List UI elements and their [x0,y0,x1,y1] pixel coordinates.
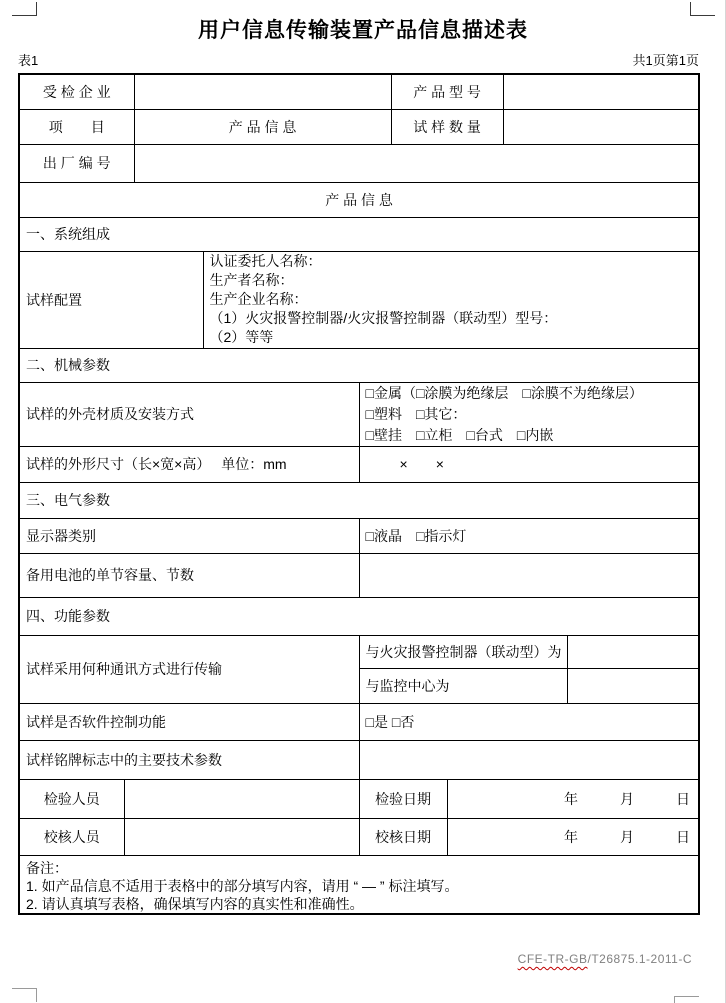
product-info-banner: 产 品 信 息 [19,182,699,217]
section-functional-header: 四、功能参数 [19,597,699,635]
comm-controller-input-cell[interactable] [567,635,699,668]
sample-qty-label: 试 样 数 量 [391,109,503,144]
project-label: 项 目 [19,109,134,144]
inspector-label: 检验人员 [19,779,124,818]
factory-no-input-cell[interactable] [134,144,699,182]
software-control-options-cell[interactable]: □是 □否 [359,703,699,740]
display-type-options-cell[interactable]: □液晶 □指示灯 [359,518,699,553]
software-control-label: 试样是否软件控制功能 [19,703,359,740]
comm-center-label: 与监控中心为 [359,668,567,703]
reviewer-label: 校核人员 [19,818,124,855]
page-count-label: 共1页第1页 [632,53,699,68]
reviewer-signature-cell[interactable] [124,818,359,855]
inspector-signature-cell[interactable] [124,779,359,818]
product-model-label: 产 品 型 号 [391,74,503,109]
section-system-header: 一、系统组成 [19,217,699,251]
shell-option-line-mounting[interactable]: □壁挂 □立柜 □台式 □内嵌 [365,426,554,443]
comm-controller-label: 与火灾报警控制器（联动型）为 [359,635,567,668]
sample-config-label: 试样配置 [19,251,203,348]
inspected-company-input-cell[interactable] [134,74,391,109]
document-code-spellcheck-part: CFE-TR-GB [517,952,588,966]
dimensions-input-cell[interactable]: × × [359,446,699,482]
shell-option-line-metal[interactable]: □金属（□涂膜为绝缘层 □涂膜不为绝缘层） [365,384,643,401]
review-date-label: 校核日期 [359,818,447,855]
factory-no-label: 出 厂 编 号 [19,144,134,182]
table-number-label: 表1 [18,53,39,68]
product-model-input-cell[interactable] [503,74,699,109]
inspect-date-label: 检验日期 [359,779,447,818]
remarks-title: 备注： [26,859,68,876]
config-line-etc: （2）等等 [209,329,274,345]
document-title: 用户信息传输装置产品信息描述表 [198,19,528,42]
nameplate-input-cell[interactable] [359,740,699,779]
shell-material-label: 试样的外壳材质及安装方式 [19,382,359,446]
dimensions-label: 试样的外形尺寸（长×宽×高） 单位：mm [19,446,359,482]
display-type-label: 显示器类别 [19,518,359,553]
remarks-item-1: 1. 如产品信息不适用于表格中的部分填写内容，请用 “ — ” 标注填写。 [26,877,459,894]
sample-qty-input-cell[interactable] [503,109,699,144]
config-line-manufacturer: 生产企业名称： [209,291,308,307]
page-boundary-mark-bottom-right [674,996,699,1003]
review-date-input-cell[interactable]: 年 月 日 [447,818,699,855]
battery-label: 备用电池的单节容量、节数 [19,553,359,597]
comm-center-input-cell[interactable] [567,668,699,703]
shell-material-options-cell[interactable] [359,382,699,446]
project-value: 产 品 信 息 [134,109,391,144]
product-info-table [18,73,700,915]
remarks-item-2: 2. 请认真填写表格，确保填写内容的真实性和准确性。 [26,895,364,912]
section-mechanical-header: 二、机械参数 [19,348,699,382]
shell-option-line-plastic[interactable]: □塑料 □其它： [365,405,467,422]
inspected-company-label: 受 检 企 业 [19,74,134,109]
remarks-cell [19,855,699,914]
document-code [518,952,692,966]
nameplate-label: 试样铭牌标志中的主要技术参数 [19,740,359,779]
comm-method-label: 试样采用何种通讯方式进行传输 [19,635,359,703]
sample-config-content-cell[interactable] [203,251,699,348]
page-boundary-mark-bottom-left [12,988,37,1002]
config-line-producer: 生产者名称： [209,272,294,288]
document-code-rest: /T26875.1-2011-C [587,952,692,966]
config-line-certifier: 认证委托人名称： [209,253,322,269]
config-line-controller-model: （1）火灾报警控制器/火灾报警控制器（联动型）型号： [209,310,558,326]
table-meta-row [18,50,699,68]
inspect-date-input-cell[interactable]: 年 月 日 [447,779,699,818]
section-electrical-header: 三、电气参数 [19,482,699,518]
battery-input-cell[interactable] [359,553,699,597]
